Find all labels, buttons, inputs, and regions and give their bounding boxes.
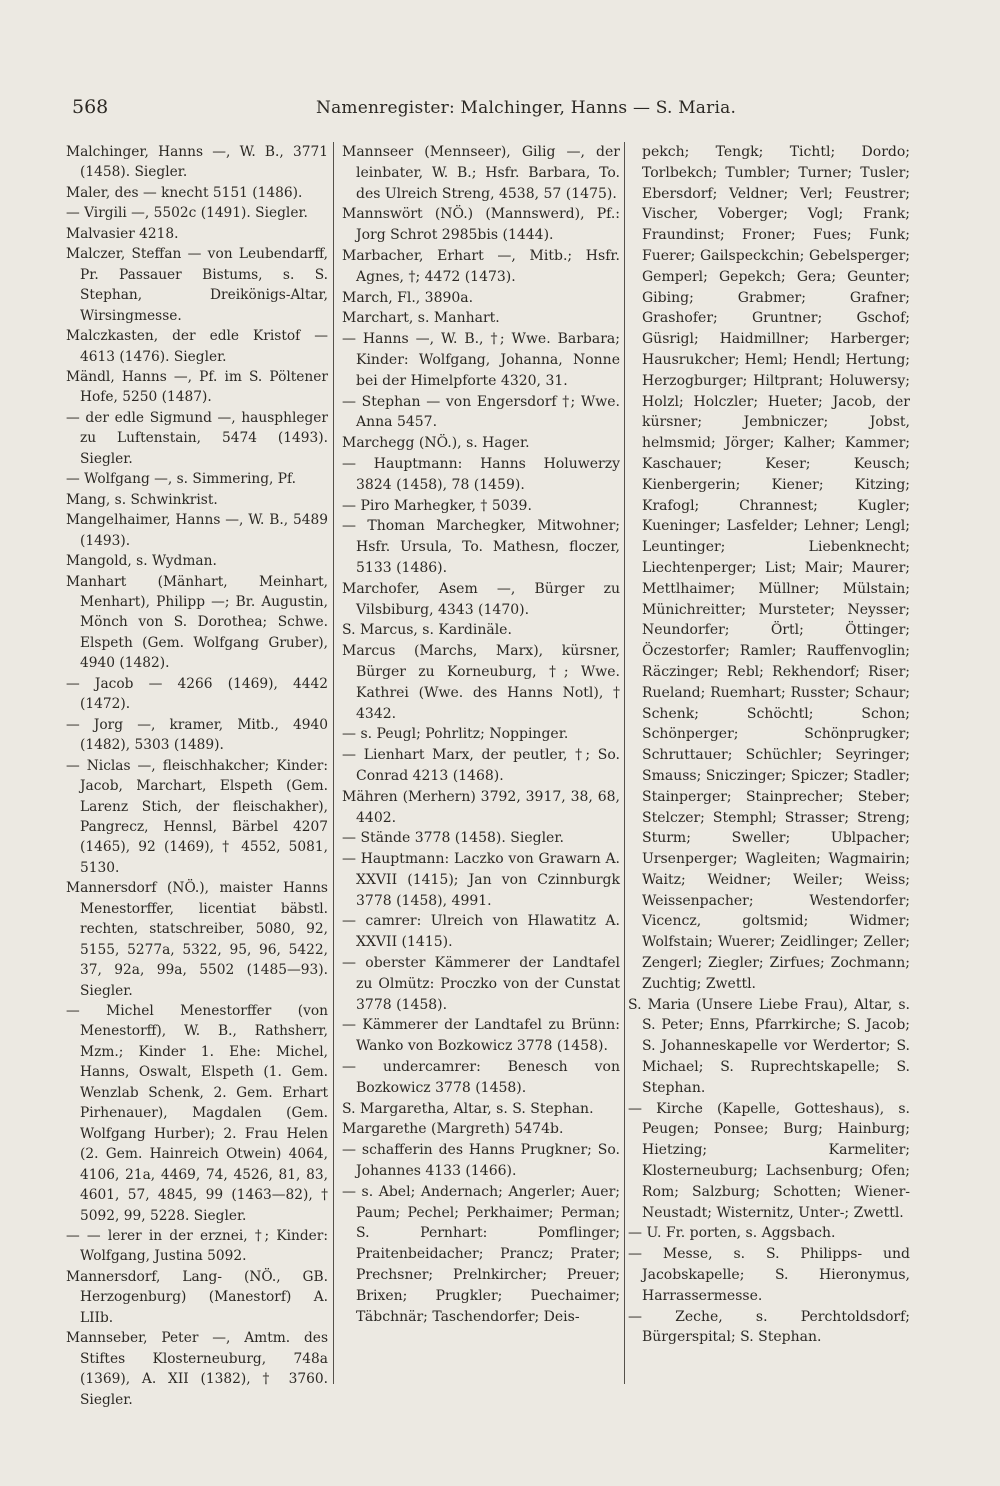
index-entry: Margarethe (Margreth) 5474b. (342, 1121, 564, 1138)
index-entry: — Stephan — von Engersdorf †; Wwe. Anna 5457. (342, 393, 620, 431)
index-entry: S. Maria (Unsere Liebe Frau), Altar, s. S. Peter; Enns, Pfarrkirche; S. Jacob; S. Johanneskapelle vor Werdertor; S. Michael; S. Ruprechtskapelle; S. Stephan. (628, 996, 910, 1096)
index-entry: Mändl, Hanns —, Pf. im S. Pöltener Hofe, 5250 (1487). (66, 368, 328, 406)
index-entry: — Messe, s. S. Philipps- und Jacobskapelle; S. Hieronymus, Harrassermesse. (628, 1246, 910, 1304)
index-entry: Malczer, Steffan — von Leubendarff, Pr. Passauer Bistums, s. S. Stephan, Dreikönigs-Altar, Wirsingmesse. (66, 246, 328, 324)
index-entry: — Jorg —, kramer, Mitb., 4940 (1482), 5303 (1489). (66, 716, 328, 754)
index-entry: Mang, s. Schwinkrist. (66, 491, 218, 508)
index-entry: — Wolfgang —, s. Simmering, Pf. (66, 471, 297, 488)
index-entry: — schafferin des Hanns Prugkner; So. Johannes 4133 (1466). (342, 1142, 620, 1180)
index-entry: Mannswört (NÖ.) (Mannswerd), Pf.: Jorg Schrot 2985bis (1444). (342, 206, 620, 244)
index-entry: Mangold, s. Wydman. (66, 553, 217, 570)
index-entry: Maler, des — knecht 5151 (1486). (66, 184, 303, 201)
index-entry: — Hauptmann: Hanns Holuwerzy 3824 (1458), 78 (1459). (342, 455, 620, 493)
index-entry: Mannseer (Mennseer), Gilig —, der leinbater, W. B.; Hsfr. Barbara, To. des Ulreich Streng, 4538, 57 (1475). (342, 144, 620, 202)
index-entry: — Virgili —, 5502c (1491). Siegler. (66, 205, 308, 222)
index-entry: Manhart (Mänhart, Meinhart, Menhart), Philipp —; Br. Augustin, Mönch von S. Dorothea; Schwe. Elspeth (Gem. Wolfgang Gruber), 4940 (1482). (66, 573, 328, 672)
index-entry: S. Margaretha, Altar, s. S. Stephan. (342, 1100, 594, 1117)
index-entry: Marbacher, Erhart —, Mitb.; Hsfr. Agnes, †; 4472 (1473). (342, 247, 620, 285)
index-entry: — Zeche, s. Perchtoldsdorf; Bürgerspital; S. Stephan. (628, 1308, 910, 1346)
index-entry: Marchart, s. Manhart. (342, 310, 500, 327)
index-entry: — Hanns —, W. B., †; Wwe. Barbara; Kinder: Wolfgang, Johanna, Nonne bei der Himelpforte 4320, 31. (342, 331, 620, 389)
index-entry: — s. Peugl; Pohrlitz; Noppinger. (342, 726, 569, 743)
continued-name-list: pekch; Tengk; Tichtl; Dordo; Torlbekch; Tumbler; Turner; Tusler; Ebersdorf; Veldner; Verl; Feustrer; Vischer, Voberger; Vogl; Frank; Fraundinst; Froner; Fues; Funk; Fuerer; Gailspeckchin; Gebelsperger; Gemperl; Gepekch; Gera; Geunter; Gibing; Grabmer; Grafner; Grashofer; Gruntner; Gschof; Güsrigl; Haidmillner; Harberger; Hausrukcher; Heml; Hendl; Hertung; Herzogburger; Hiltprant; Holuwersy; Holzl; Holczler; Hueter; Jacob, der kürsner; Jembniczer; Jobst, helmsmid; Jörger; Kalher; Kammer; Kaschauer; Keser; Keusch; Kienbergerin; Kiener; Kitzing; Krafogl; Chrannest; Kugler; Kueninger; Lasfelder; Lehner; Lengl; Leuntinger; Liebenknecht; Liechtenperger; List; Mair; Maurer; Mettlhaimer; Müllner; Mülstain; Münichreitter; Mursteter; Neysser; Neundorfer; Örtl; Öttinger; Öczestorfer; Ramler; Rauffenvoglin; Räczinger; Rebl; Rekhendorf; Riser; Rueland; Ruemhart; Russter; Schaur; Schenk; Schöchtl; Schon; Schönperger; Schönprugker; Schruttauer; Schüchler; Seyringer; Smauss; Sniczinger; Spiczer; Stadler; Stainperger; Stainprecher; Steber; Stelczer; Stemphl; Strasser; Streng; Sturm; Sweller; Ublpacher; Ursenperger; Wagleiten; Wagmairin; Waitz; Weidner; Weiler; Weiss; Weissenpacher; Westendorfer; Vicencz, goltsmid; Widmer; Wolfstain; Wuerer; Zeidlinger; Zeller; Zengerl; Ziegler; Zirfues; Zochmann; Zuchtig; Zwettl. (642, 144, 910, 992)
index-column-2 (342, 142, 620, 1327)
index-entry: Malchinger, Hanns —, W. B., 3771 (1458). Siegler. (66, 144, 328, 181)
index-entry: — — lerer in der erznei, †; Kinder: Wolfgang, Justina 5092. (66, 1228, 328, 1265)
column-divider (624, 142, 625, 1384)
index-entry: — Lienhart Marx, der peutler, †; So. Conrad 4213 (1468). (342, 747, 620, 784)
index-entry: S. Marcus, s. Kardinäle. (342, 622, 512, 639)
page-number: 568 (72, 96, 109, 118)
index-entry: — Kirche (Kapelle, Gotteshaus), s. Peugen; Ponsee; Burg; Hainburg; Hietzing; Karmeliter; Klosterneuburg; Lachsenburg; Ofen; Rom; Salzburg; Schotten; Wiener-Neustadt; Wisternitz, Unter-; Zwettl. (628, 1100, 910, 1221)
index-entry: — camrer: Ulreich von Hlawatitz A. XXVII (1415). (342, 913, 620, 951)
index-entry: — Hauptmann: Laczko von Grawarn A. XXVII (1415); Jan von Czinnburgk 3778 (1458), 4991. (342, 851, 620, 909)
index-entry: — s. Abel; Andernach; Angerler; Auer; Paum; Pechel; Perkhaimer; Perman; S. Pernhart: Pomflinger; Praitenbeidacher; Prancz; Prater; Prechsner; Prelnkircher; Preuer; Brixen; Prugkler; Puechaimer; Täbchnär; Taschendorfer; Deis- (342, 1183, 620, 1325)
index-entry: — oberster Kämmerer der Landtafel zu Olmütz: Proczko von der Cunstat 3778 (1458). (342, 955, 620, 1013)
index-entry: — Michel Menestorffer (von Menestorff), W. B., Rathsherr, Mzm.; Kinder 1. Ehe: Michel, Hanns, Oswalt, Elspeth (1. Gem. Wenzlab Schenk, 2. Gem. Erhart Pirhenauer), Magdalen (Gem. Wolfgang Hurber); 2. Frau Helen (2. Gem. Hainreich Otwein) 4064, 4106, 21a, 4469, 74, 4526, 81, 83, 4601, 57, 4845, 99 (1463—82), † 5092, 99, 5228. Siegler. (66, 1003, 328, 1224)
index-entry: Mangelhaimer, Hanns —, W. B., 5489 (1493). (66, 512, 328, 549)
index-entry: Marcus (Marchs, Marx), kürsner, Bürger zu Korneuburg, †; Wwe. Kathrei (Wwe. des Hanns Notl), † 4342. (342, 643, 620, 722)
index-entry: — Stände 3778 (1458). Siegler. (342, 830, 564, 847)
index-entry: — der edle Sigmund —, hausphleger zu Luftenstain, 5474 (1493). Siegler. (66, 409, 328, 467)
index-entry: Marchofer, Asem —, Bürger zu Vilsbiburg, 4343 (1470). (342, 580, 620, 618)
index-column-3 (628, 142, 910, 1348)
index-entry: — U. Fr. porten, s. Aggsbach. (628, 1225, 836, 1242)
index-entry: — Niclas —, fleischhakcher; Kinder: Jacob, Marchart, Elspeth (Gem. Larenz Stich, der fleischakher), Pangrecz, Hennsl, Bärbel 4207 (1465), 92 (1469), † 4552, 5081, 5130. (66, 757, 328, 876)
index-entry: Mannersdorf, Lang- (NÖ., GB. Herzogenburg) (Manestorf) A. LIIb. (66, 1268, 328, 1326)
index-entry: Malvasier 4218. (66, 225, 179, 242)
index-entry: Malczkasten, der edle Kristof — 4613 (1476). Siegler. (66, 328, 328, 365)
index-entry: Marchegg (NÖ.), s. Hager. (342, 435, 530, 452)
index-entry: Mähren (Merhern) 3792, 3917, 38, 68, 4402. (342, 788, 620, 826)
index-column-1 (66, 142, 328, 1410)
index-entry: — Jacob — 4266 (1469), 4442 (1472). (66, 675, 328, 713)
page-header (72, 96, 932, 126)
index-entry: Mannersdorf (NÖ.), maister Hanns Menestorffer, licentiat bäbstl. rechten, statschreiber, 5080, 92, 5155, 5277a, 5322, 95, 96, 5422, 37, 92a, 99a, 5502 (1485—93). Siegler. (66, 880, 328, 999)
index-entry: — Piro Marhegker, † 5039. (342, 497, 532, 514)
index-entry: — Thoman Marchegker, Mitwohner; Hsfr. Ursula, To. Mathesn, floczer, 5133 (1486). (342, 518, 620, 576)
index-entry: — Kämmerer der Landtafel zu Brünn: Wanko von Bozkowicz 3778 (1458). (342, 1017, 620, 1055)
running-head: Namenregister: Malchinger, Hanns — S. Maria. (316, 98, 737, 118)
index-entry: — undercamrer: Benesch von Bozkowicz 3778 (1458). (342, 1059, 620, 1096)
column-divider (333, 142, 334, 1384)
index-entry: March, Fl., 3890a. (342, 289, 474, 306)
index-entry: Mannseber, Peter —, Amtm. des Stiftes Klosterneuburg, 748a (1369), A. XII (1382), † 3760. Siegler. (66, 1330, 328, 1408)
